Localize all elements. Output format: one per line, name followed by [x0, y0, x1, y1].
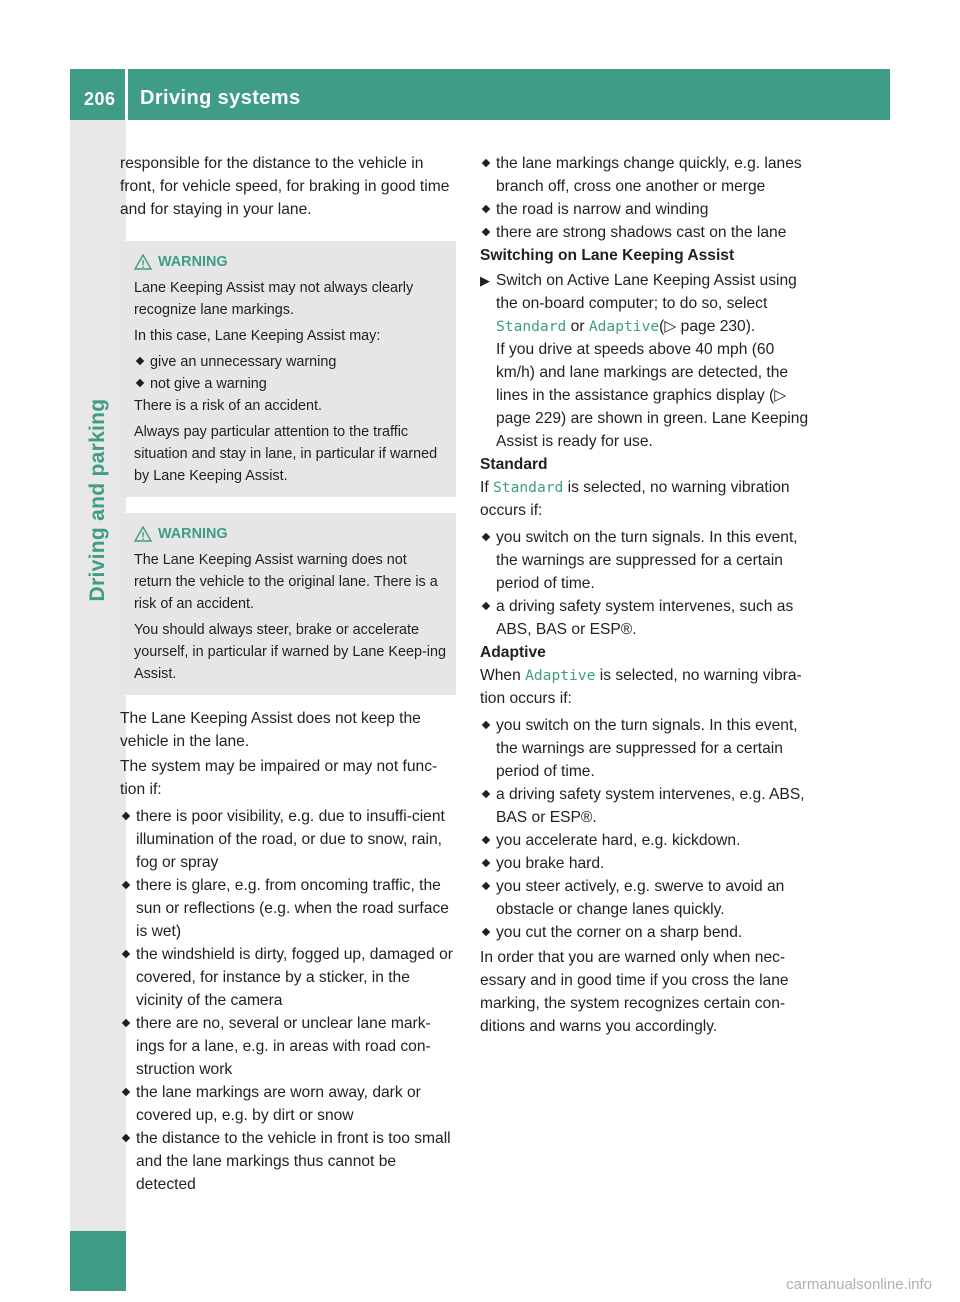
header-divider [125, 69, 128, 120]
list-item: a driving safety system intervenes, such as ABS, BAS or ESP®. [480, 595, 816, 641]
closing-paragraph: In order that you are warned only when nec-essary and in good time if you cross the lane marking, the system recognizes certain con-ditions and warns you accordingly. [480, 949, 789, 1035]
page-reference: (▷ page 230). [659, 318, 756, 335]
standard-list [480, 526, 816, 641]
warning-text: In this case, Lane Keeping Assist may: [134, 328, 381, 344]
side-tab [70, 69, 126, 1291]
list-item: the distance to the vehicle in front is too small and the lane markings thus cannot be detected [120, 1127, 456, 1196]
list-item: there is poor visibility, e.g. due to insuffi-cient illumination of the road, or due to snow, rain, fog or spray [120, 805, 456, 874]
section-heading: Standard [480, 456, 548, 473]
warning-title: WARNING [158, 526, 228, 542]
section-heading: Switching on Lane Keeping Assist [480, 247, 735, 264]
warning-title: WARNING [158, 254, 228, 270]
list-item: the windshield is dirty, fogged up, damaged or covered, for instance by a sticker, in the vicinity of the camera [120, 943, 456, 1012]
list-item: you steer actively, e.g. swerve to avoid an obstacle or change lanes quickly. [480, 875, 816, 921]
warning-header [134, 251, 446, 273]
list-item: you switch on the turn signals. In this event, the warnings are suppressed for a certain period of time. [480, 714, 816, 783]
warning-box-1 [120, 241, 456, 497]
warning-text: Always pay particular attention to the traffic situation and stay in lane, in particular if warned by Lane Keeping Assist. [134, 424, 438, 484]
warning-header [134, 523, 446, 545]
text: When [480, 667, 521, 684]
list-item: you switch on the turn signals. In this event, the warnings are suppressed for a certain period of time. [480, 526, 816, 595]
adaptive-list [480, 714, 816, 944]
list-item: there are strong shadows cast on the lane [480, 221, 816, 244]
instruction-step [480, 269, 816, 453]
list-item: the lane markings are worn away, dark or covered up, e.g. by dirt or snow [120, 1081, 456, 1127]
menu-option-standard: Standard [493, 479, 564, 496]
list-item: there are no, several or unclear lane mark-ings for a lane, e.g. in areas with road con-struction work [120, 1012, 456, 1081]
list-item: not give a warning [134, 373, 446, 395]
warning-bullet-list [134, 351, 446, 395]
section-heading: Adaptive [480, 644, 546, 661]
warning-triangle-icon [134, 526, 152, 542]
watermark: carmanualsonline.info [786, 1276, 932, 1293]
menu-option-standard: Standard [496, 318, 567, 335]
impairment-list [120, 805, 456, 1196]
warning-text: There is a risk of an accident. [134, 398, 322, 414]
body-paragraph [480, 476, 816, 522]
right-column [480, 152, 816, 1038]
intro-paragraph: responsible for the distance to the vehicle in front, for vehicle speed, for braking in good time and for staying in your lane. [120, 155, 450, 218]
menu-option-adaptive: Adaptive [588, 318, 660, 335]
list-item: the lane markings change quickly, e.g. lanes branch off, cross one another or merge [480, 152, 816, 198]
list-item: you accelerate hard, e.g. kickdown. [480, 829, 816, 852]
side-tab-marker [70, 1231, 126, 1291]
step-text: If you drive at speeds above 40 mph (60 km/h) and lane markings are detected, the lines in the assistance graphics display (▷ page 229) are shown in green. Lane Keeping Assist is ready for use. [496, 341, 809, 450]
step-text: Switch on Active Lane Keeping Assist using the on-board computer; to do so, select [496, 272, 797, 312]
step-text: or [570, 318, 585, 335]
warning-text: You should always steer, brake or accelerate yourself, in particular if warned by Lane Keep-ing Assist. [134, 622, 446, 682]
text: is selected, no warning vibration occurs if: [480, 479, 790, 519]
body-paragraph: The Lane Keeping Assist does not keep the vehicle in the lane. [120, 710, 421, 750]
text: is selected, no warning vibra-tion occurs if: [480, 667, 802, 707]
left-column [120, 152, 456, 1196]
warning-text: Lane Keeping Assist may not always clearly recognize lane markings. [134, 280, 414, 318]
section-title: Driving systems [140, 87, 301, 109]
warning-text: The Lane Keeping Assist warning does not return the vehicle to the original lane. There is a risk of an accident. [134, 552, 438, 612]
list-item: you cut the corner on a sharp bend. [480, 921, 816, 944]
list-item: you brake hard. [480, 852, 816, 875]
menu-option-adaptive: Adaptive [525, 667, 596, 684]
page-number: 206 [84, 89, 116, 109]
list-item: there is glare, e.g. from oncoming traffic, the sun or reflections (e.g. when the road surface is wet) [120, 874, 456, 943]
impairment-list-continued [480, 152, 816, 244]
list-item: the road is narrow and winding [480, 198, 816, 221]
list-item: a driving safety system intervenes, e.g. ABS, BAS or ESP®. [480, 783, 816, 829]
chapter-side-label: Driving and parking [86, 398, 109, 602]
body-paragraph: The system may be impaired or may not func-tion if: [120, 758, 438, 798]
body-paragraph [480, 664, 816, 710]
warning-box-2 [120, 513, 456, 695]
list-item: give an unnecessary warning [134, 351, 446, 373]
text: If [480, 479, 489, 496]
step-arrow-icon: ▶ [480, 273, 490, 288]
warning-triangle-icon [134, 254, 152, 270]
